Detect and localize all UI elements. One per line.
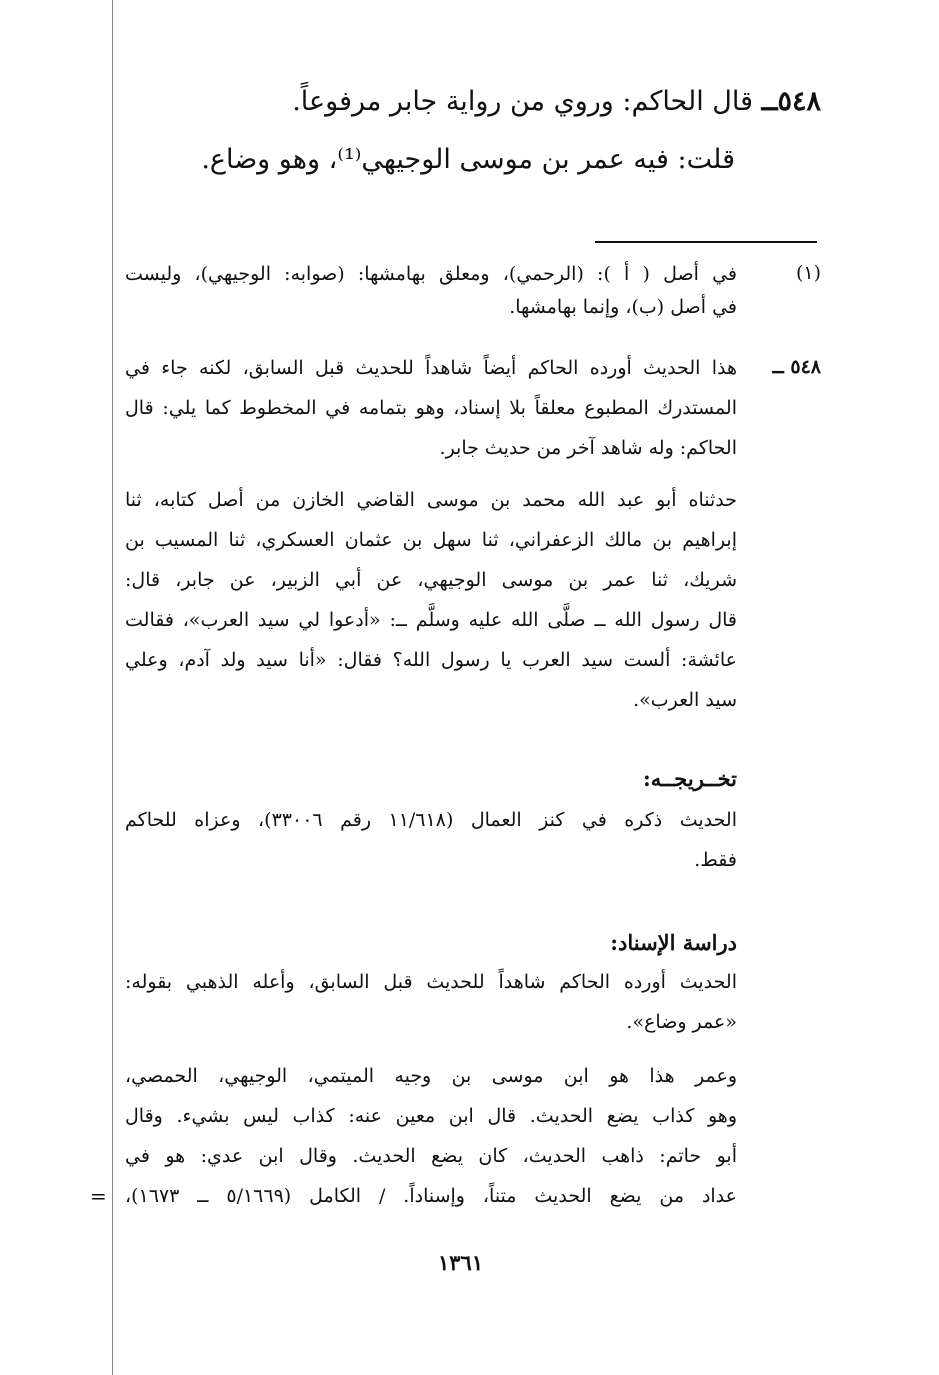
takhrij-line: الحديث ذكره في كنز العمال (١١/٦١٨ رقم ٣٣٠٠٦)، وعزاه للحاكم	[125, 809, 737, 831]
footnote-separator	[595, 241, 817, 243]
intro-line: الحاكم: وله شاهد آخر من حديث جابر.	[439, 437, 737, 459]
page-number: ١٣٦١	[438, 1250, 484, 1275]
takhrij-heading: تخــريجــه:	[642, 766, 737, 791]
main-line-1-text: قال الحاكم: وروي من رواية جابر مرفوعاً.	[292, 86, 754, 117]
isnad-line: إبراهيم بن مالك الزعفراني، ثنا سهل بن عثمان العسكري، ثنا المسيب بن	[125, 529, 737, 551]
isnad-line: قال رسول الله ــ صلَّى الله عليه وسلَّم ــ: «أدعوا لي سيد العرب»، فقالت	[125, 609, 737, 631]
commentary-intro	[125, 348, 737, 468]
dirasa-line: أبو حاتم: ذاهب الحديث، كان يضع الحديث. وقال ابن عدي: هو في	[125, 1145, 737, 1167]
dirasa-paragraph-2	[125, 1056, 737, 1216]
dirasa-line: عداد من يضع الحديث متناً، وإسناداً. / الكامل (٥/١٦٦٩ ــ ١٦٧٣)،	[125, 1185, 737, 1207]
main-line-2: قلت: فيه عمر بن موسى الوجيهي⁽¹⁾، وهو وضاع.	[201, 144, 735, 175]
takhrij-paragraph	[125, 800, 737, 880]
isnad-line: حدثناه أبو عبد الله محمد بن موسى القاضي الخازن من أصل كتابه، ثنا	[125, 489, 737, 511]
intro-line: المستدرك المطبوع معلقاً بلا إسناد، وهو بتمامه في المخطوط كما يلي: قال	[125, 397, 737, 419]
dirasa-line: الحديث أورده الحاكم شاهداً للحديث قبل السابق، وأعله الذهبي بقوله:	[125, 971, 737, 993]
dirasa-line: وعمر هذا هو ابن موسى بن وجيه الميتمي، الوجيهي، الحمصي،	[125, 1065, 737, 1087]
isnad-line: سيد العرب».	[633, 689, 737, 711]
isnad-line: عائشة: ألست سيد العرب يا رسول الله؟ فقال: «أنا سيد ولد آدم، وعلي	[125, 649, 737, 671]
isnad-paragraph	[125, 480, 737, 720]
hadith-number: ٥٤٨ــ	[761, 86, 821, 117]
commentary-label: ٥٤٨ ــ	[772, 356, 821, 378]
dirasa-line: «عمر وضاع».	[626, 1011, 737, 1033]
footnote-marker: (١)	[795, 262, 821, 284]
dirasa-paragraph-1	[125, 962, 737, 1042]
continuation-mark: =	[90, 1184, 107, 1208]
isnad-line: شريك، ثنا عمر بن موسى الوجيهي، عن أبي الزبير، عن جابر، قال:	[125, 569, 737, 591]
takhrij-line: فقط.	[694, 849, 737, 871]
footnote-text	[125, 258, 737, 324]
intro-line: هذا الحديث أورده الحاكم أيضاً شاهداً للحديث قبل السابق، لكنه جاء في	[125, 357, 737, 379]
footnote-line: في أصل (ب)، وإنما بهامشها.	[509, 296, 737, 318]
footnote-line: في أصل ( أ ): (الرحمي)، ومعلق بهامشها: (صوابه: الوجيهي)، وليست	[125, 263, 737, 285]
dirasa-heading: دراسة الإسناد:	[610, 930, 737, 955]
dirasa-line: وهو كذاب يضع الحديث. قال ابن معين عنه: كذاب ليس بشيء. وقال	[125, 1105, 737, 1127]
page-edge-rule	[112, 0, 113, 1375]
main-line-1	[292, 86, 821, 117]
